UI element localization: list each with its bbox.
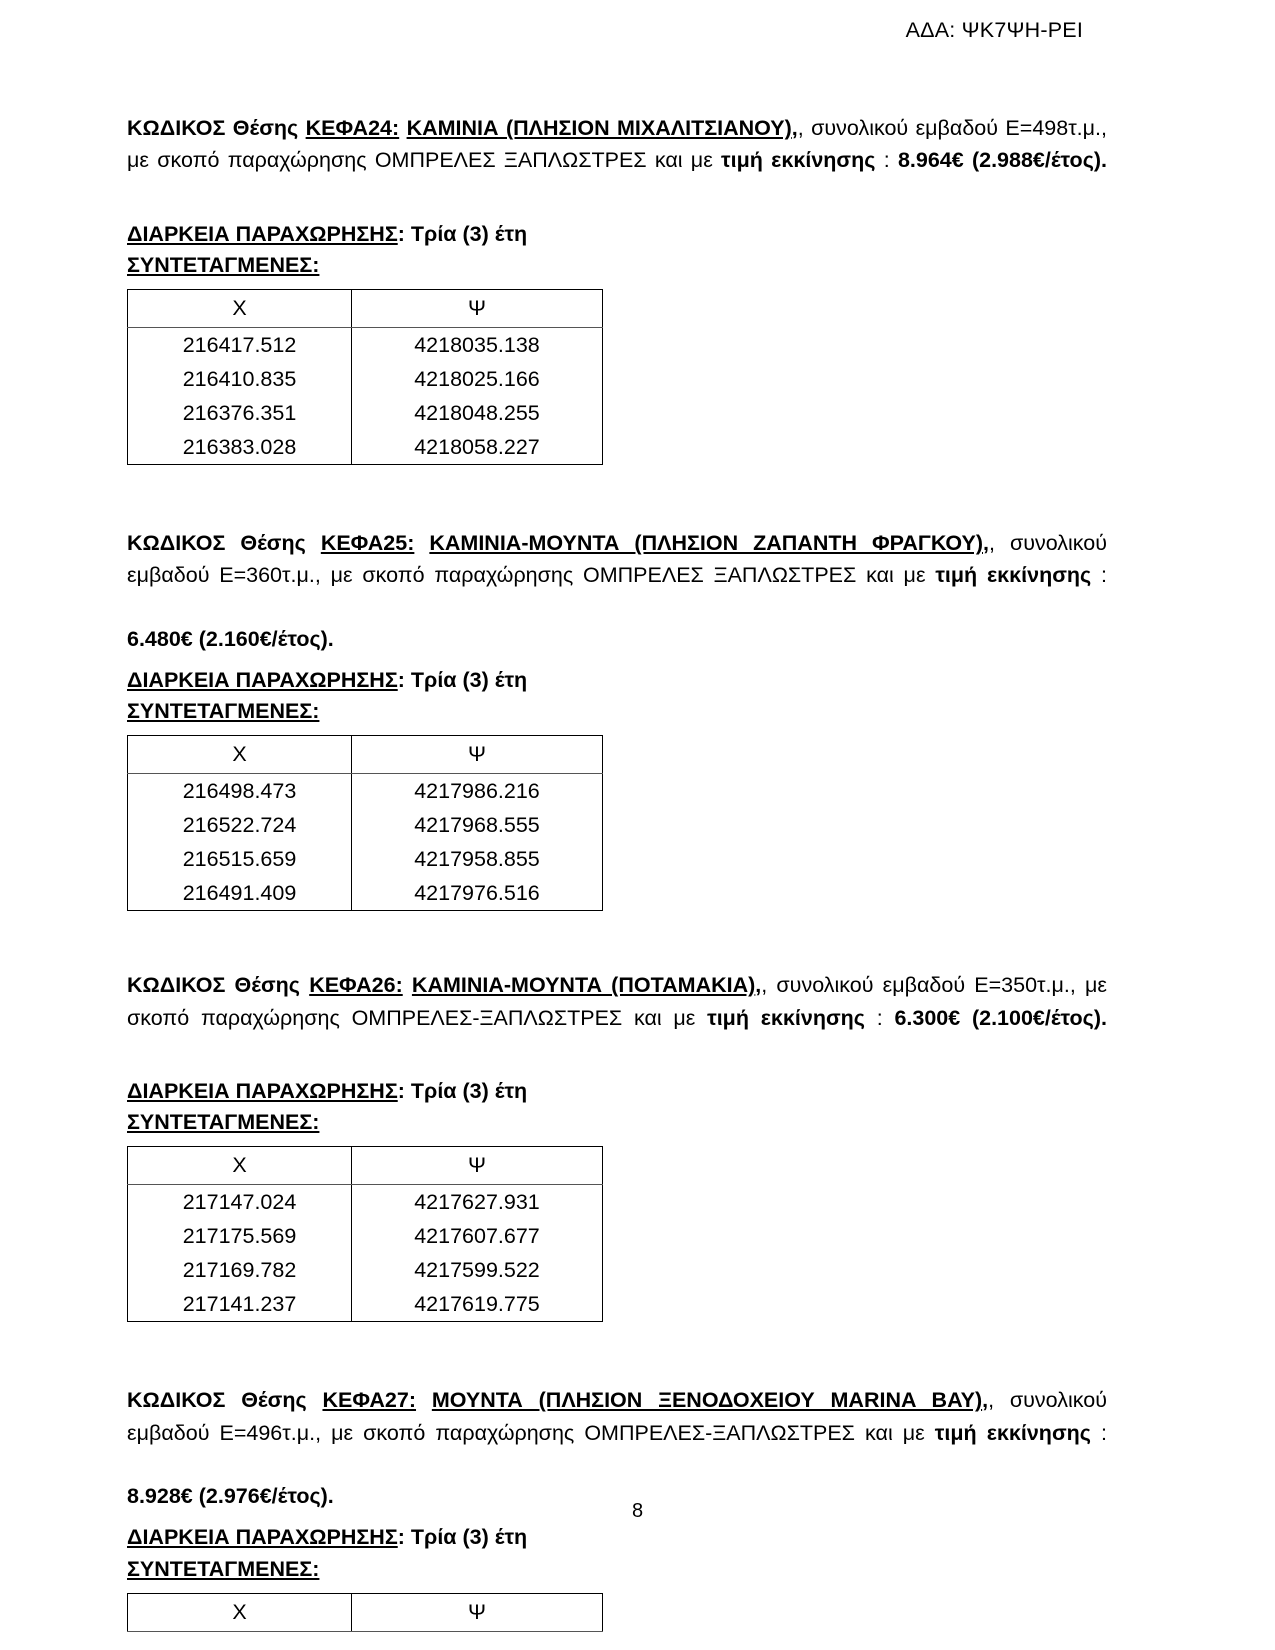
duration-line	[127, 219, 1107, 250]
table-row	[128, 362, 603, 396]
position-word-label: Θέσης	[234, 973, 300, 998]
table-row	[128, 396, 603, 430]
entry-code: ΚΕΦΑ24:	[305, 116, 400, 140]
entry-name-comma: ,	[755, 973, 762, 998]
entry-block-kefa24	[127, 112, 1107, 465]
cell-x: 216522.724	[128, 808, 352, 842]
price-separator: :	[875, 148, 898, 173]
position-word-label: Θέσης	[240, 531, 306, 556]
code-prefix-label: ΚΩΔΙΚΟΣ	[127, 531, 226, 556]
duration-value: Τρία (3) έτη	[410, 221, 528, 246]
table-row	[128, 1253, 603, 1287]
table-head	[128, 290, 603, 328]
entry-name: ΚΑΜΙΝΙΑ-ΜΟΥΝΤΑ (ΠΟΤΑΜΑΚΙΑ)	[411, 973, 756, 998]
spacer	[127, 655, 1107, 665]
cell-y: 4218058.227	[352, 430, 603, 465]
table-row	[128, 808, 603, 842]
cell-y: 4217976.516	[352, 876, 603, 911]
coordinates-label: ΣΥΝΤΕΤΑΓΜΕΝΕΣ:	[127, 1556, 320, 1581]
entry-code: ΚΕΦΑ26:	[309, 973, 403, 998]
coordinates-table	[127, 1146, 603, 1322]
cell-x: 216491.409	[128, 876, 352, 911]
duration-label: ΔΙΑΡΚΕΙΑ ΠΑΡΑΧΩΡΗΣΗΣ	[127, 668, 398, 693]
coordinates-label: ΣΥΝΤΕΤΑΓΜΕΝΕΣ:	[127, 252, 320, 277]
cell-x: 217169.782	[128, 1253, 352, 1287]
spacer	[127, 465, 1107, 527]
entry-code: ΚΕΦΑ25:	[320, 531, 415, 556]
cell-x: 217141.237	[128, 1287, 352, 1322]
table-row	[128, 876, 603, 911]
cell-x: 216417.512	[128, 328, 352, 363]
price-per-year: (2.988€/έτος).	[971, 148, 1108, 173]
cell-y: 4217619.775	[352, 1287, 603, 1322]
coordinates-label: ΣΥΝΤΕΤΑΓΜΕΝΕΣ:	[127, 1110, 320, 1135]
table-row	[128, 774, 603, 809]
duration-colon: :	[397, 1079, 405, 1104]
duration-label: ΔΙΑΡΚΕΙΑ ΠΑΡΑΧΩΡΗΣΗΣ	[127, 221, 398, 246]
coordinates-line	[127, 696, 1107, 727]
table-body	[128, 774, 603, 911]
entry-name: ΚΑΜΙΝΙΑ-ΜΟΥΝΤΑ (ΠΛΗΣΙΟΝ ΖΑΠΑΝΤΗ ΦΡΑΓΚΟΥ)	[429, 531, 983, 556]
code-prefix-label: ΚΩΔΙΚΟΣ	[127, 1388, 226, 1413]
column-header-y: Ψ	[352, 1593, 603, 1631]
table-head	[128, 736, 603, 774]
table-header-row	[128, 290, 603, 328]
column-header-x: Χ	[128, 736, 352, 774]
entry-paragraph	[127, 969, 1107, 1066]
table-row	[128, 842, 603, 876]
coordinates-line	[127, 1554, 1107, 1585]
entry-name: ΚΑΜΙΝΙΑ (ΠΛΗΣΙΟΝ ΜΙΧΑΛΙΤΣΙΑΝΟΥ)	[406, 116, 792, 140]
column-header-y: Ψ	[352, 736, 603, 774]
column-header-x: Χ	[128, 290, 352, 328]
duration-line	[127, 1522, 1107, 1553]
cell-y: 4218035.138	[352, 328, 603, 363]
table-row	[128, 1219, 603, 1253]
ada-header: ΑΔΑ: ΨΚ7ΨΗ-ΡΕΙ	[905, 18, 1083, 42]
duration-colon: :	[397, 1525, 405, 1550]
entry-body-text: , συνολικού εμβαδού Ε=498τ.μ., με σκοπό παραχώρησης ΟΜΠΡΕΛΕΣ ΞΑΠΛΩΣΤΡΕΣ και με	[127, 116, 1107, 173]
code-prefix-label: ΚΩΔΙΚΟΣ	[127, 116, 226, 140]
cell-y: 4217986.216	[352, 774, 603, 809]
cell-x: 216383.028	[128, 430, 352, 465]
spacer	[127, 1066, 1107, 1076]
coordinates-line	[127, 1107, 1107, 1138]
duration-label: ΔΙΑΡΚΕΙΑ ΠΑΡΑΧΩΡΗΣΗΣ	[127, 1525, 398, 1550]
table-head	[128, 1147, 603, 1185]
coordinates-table	[127, 735, 603, 911]
entry-name-comma: ,	[791, 116, 798, 140]
column-header-y: Ψ	[352, 1147, 603, 1185]
entry-block-kefa26	[127, 969, 1107, 1322]
coordinates-table	[127, 289, 603, 465]
cell-y: 4218048.255	[352, 396, 603, 430]
cell-x: 216498.473	[128, 774, 352, 809]
price-per-year: (2.100€/έτος).	[971, 1005, 1107, 1030]
spacer	[127, 1322, 1107, 1384]
price-value: 8.928€ (2.976€/έτος).	[127, 1484, 334, 1509]
cell-x: 216376.351	[128, 396, 352, 430]
duration-value: Τρία (3) έτη	[410, 668, 528, 693]
page-number: 8	[631, 1500, 644, 1522]
entry-price-line	[127, 624, 1107, 655]
spacer	[127, 911, 1107, 969]
position-word-label: Θέσης	[241, 1388, 307, 1413]
cell-y: 4218025.166	[352, 362, 603, 396]
entry-paragraph	[127, 527, 1107, 624]
entry-paragraph	[127, 112, 1107, 209]
cell-y: 4217968.555	[352, 808, 603, 842]
column-header-x: Χ	[128, 1593, 352, 1631]
coordinates-table	[127, 1593, 603, 1632]
price-separator: :	[1090, 1420, 1107, 1445]
cell-x: 216410.835	[128, 362, 352, 396]
price-label: τιμή εκκίνησης	[721, 148, 876, 173]
duration-label: ΔΙΑΡΚΕΙΑ ΠΑΡΑΧΩΡΗΣΗΣ	[127, 1079, 398, 1104]
cell-y: 4217958.855	[352, 842, 603, 876]
coordinates-line	[127, 250, 1107, 281]
table-body	[128, 1185, 603, 1322]
table-row	[128, 1287, 603, 1322]
document-content	[127, 112, 1107, 1632]
entry-name: ΜΟΥΝΤΑ (ΠΛΗΣΙΟΝ ΞΕΝΟΔΟΧΕΙΟΥ MARINA BAY)	[431, 1388, 983, 1413]
table-header-row	[128, 1593, 603, 1631]
duration-value: Τρία (3) έτη	[410, 1525, 528, 1550]
price-label: τιμή εκκίνησης	[935, 563, 1092, 588]
cell-x: 216515.659	[128, 842, 352, 876]
entry-body-text: , συνολικού εμβαδού Ε=350τ.μ., με σκοπό παραχώρησης ΟΜΠΡΕΛΕΣ-ΞΑΠΛΩΣΤΡΕΣ και με	[127, 973, 1107, 1030]
entry-block-kefa25	[127, 527, 1107, 911]
table-header-row	[128, 1147, 603, 1185]
price-separator: :	[1091, 563, 1107, 588]
table-row	[128, 430, 603, 465]
price-value: 6.300€	[894, 1005, 961, 1030]
entry-paragraph	[127, 1384, 1107, 1481]
code-prefix-label: ΚΩΔΙΚΟΣ	[127, 973, 226, 998]
price-label: τιμή εκκίνησης	[707, 1005, 865, 1030]
entry-code: ΚΕΦΑ27:	[322, 1388, 417, 1413]
duration-line	[127, 665, 1107, 696]
duration-colon: :	[397, 221, 405, 246]
table-header-row	[128, 736, 603, 774]
entry-body-text: , συνολικού εμβαδού Ε=496τ.μ., με σκοπό παραχώρησης ΟΜΠΡΕΛΕΣ-ΞΑΠΛΩΣΤΡΕΣ και με	[127, 1388, 1107, 1445]
duration-value: Τρία (3) έτη	[410, 1079, 528, 1104]
cell-x: 217147.024	[128, 1185, 352, 1220]
price-label: τιμή εκκίνησης	[934, 1420, 1091, 1445]
price-value: 6.480€ (2.160€/έτος).	[127, 626, 334, 651]
table-row	[128, 1185, 603, 1220]
column-header-x: Χ	[128, 1147, 352, 1185]
duration-line	[127, 1076, 1107, 1107]
price-separator: :	[864, 1005, 895, 1030]
entry-name-comma: ,	[982, 1388, 989, 1413]
table-head	[128, 1593, 603, 1631]
duration-colon: :	[397, 668, 405, 693]
coordinates-label: ΣΥΝΤΕΤΑΓΜΕΝΕΣ:	[127, 699, 320, 724]
cell-y: 4217607.677	[352, 1219, 603, 1253]
entry-body-text: , συνολικού εμβαδού Ε=360τ.μ., με σκοπό παραχώρησης ΟΜΠΡΕΛΕΣ ΞΑΠΛΩΣΤΡΕΣ και με	[127, 531, 1107, 588]
cell-x: 217175.569	[128, 1219, 352, 1253]
entry-name-comma: ,	[983, 531, 989, 556]
price-value: 8.964€	[897, 148, 964, 173]
table-row	[128, 328, 603, 363]
position-word-label: Θέσης	[232, 116, 299, 140]
table-body	[128, 328, 603, 465]
cell-y: 4217627.931	[352, 1185, 603, 1220]
spacer	[127, 209, 1107, 219]
column-header-y: Ψ	[352, 290, 603, 328]
cell-y: 4217599.522	[352, 1253, 603, 1287]
